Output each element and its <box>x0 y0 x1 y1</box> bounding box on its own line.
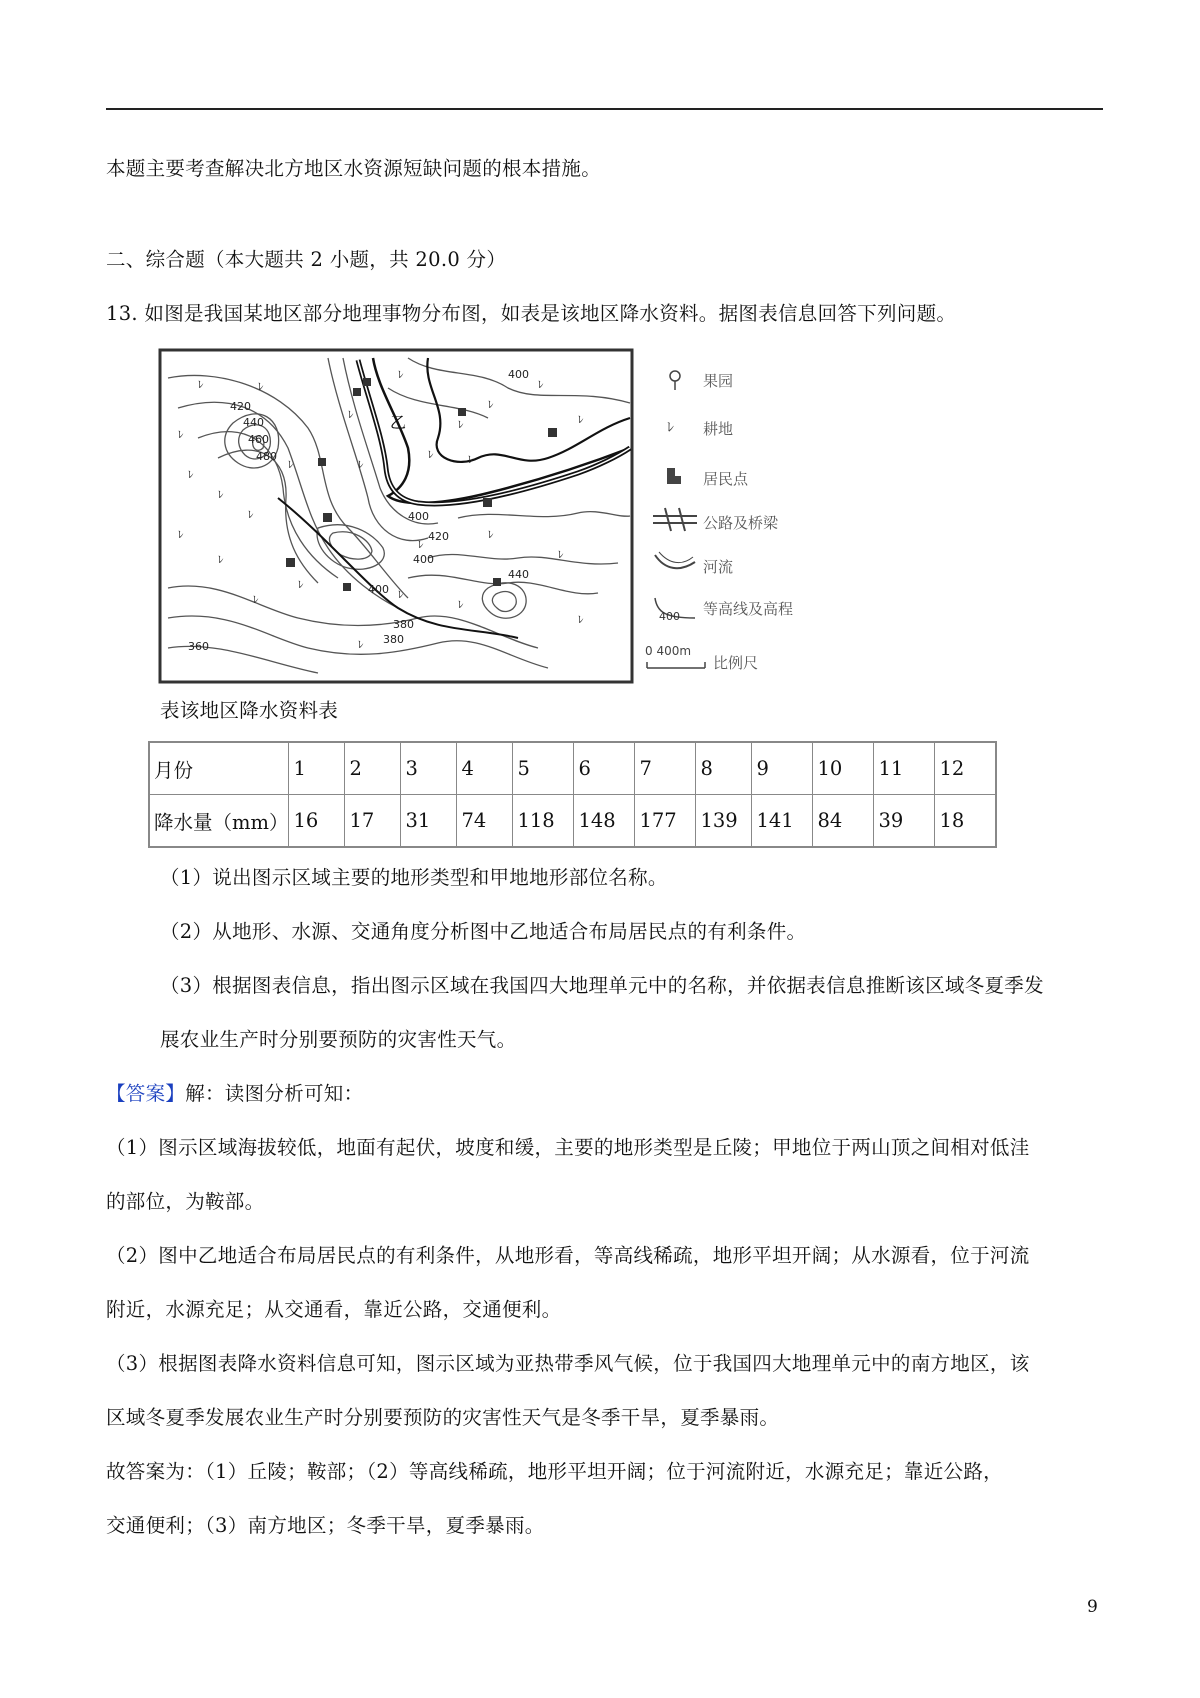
svg-text:400: 400 <box>508 368 529 381</box>
svg-text:ﾚ: ﾚ <box>538 378 544 391</box>
sub-question-3-cont: 展农业生产时分别要预防的灾害性天气。 <box>160 1028 517 1051</box>
svg-text:公路及桥梁: 公路及桥梁 <box>703 514 779 532</box>
svg-text:420: 420 <box>428 530 449 543</box>
road-bridge-icon <box>653 508 697 531</box>
svg-text:果园: 果园 <box>703 372 734 390</box>
svg-text:480: 480 <box>256 450 277 463</box>
svg-text:ﾚ: ﾚ <box>188 468 194 481</box>
table-row: 月份 1 2 3 4 5 6 7 8 9 10 11 12 <box>149 742 996 795</box>
svg-text:ﾚ: ﾚ <box>258 380 264 393</box>
section-heading: 二、综合题（本大题共 2 小题，共 20.0 分） <box>106 248 507 271</box>
svg-text:ﾚ: ﾚ <box>468 453 474 466</box>
svg-text:ﾚ: ﾚ <box>418 538 424 551</box>
svg-text:380: 380 <box>383 633 404 646</box>
svg-text:ﾚ: ﾚ <box>298 578 304 591</box>
svg-text:ﾚ: ﾚ <box>428 448 434 461</box>
answer-2: （2）图中乙地适合布局居民点的有利条件，从地形看，等高线稀疏，地形平坦开阔；从水源看，位于河流 <box>106 1244 1030 1267</box>
svg-text:ﾚ: ﾚ <box>458 418 464 431</box>
svg-text:ﾚ: ﾚ <box>578 413 584 426</box>
svg-text:ﾚ: ﾚ <box>558 548 564 561</box>
answer-1-cont: 的部位，为鞍部。 <box>106 1190 265 1213</box>
svg-text:0 400m: 0 400m <box>645 644 692 658</box>
svg-text:460: 460 <box>248 433 269 446</box>
svg-text:ﾚ: ﾚ <box>218 488 224 501</box>
svg-text:380: 380 <box>393 618 414 631</box>
svg-text:ﾚ: ﾚ <box>488 398 494 411</box>
svg-text:400: 400 <box>659 610 680 623</box>
svg-text:ﾚ: ﾚ <box>253 593 259 606</box>
answer-intro: 解：读图分析可知： <box>185 1082 364 1105</box>
svg-text:ﾚ: ﾚ <box>488 528 494 541</box>
answer-3: （3）根据图表降水资料信息可知，图示区域为亚热带季风气候，位于我国四大地理单元中的南方地区，该 <box>106 1352 1030 1375</box>
svg-text:440: 440 <box>243 416 264 429</box>
svg-text:ﾚ: ﾚ <box>398 368 404 381</box>
table-value-label: 降水量（mm） <box>149 795 289 848</box>
answer-tag: 【答案】 <box>106 1082 186 1105</box>
header-rule <box>106 108 1103 110</box>
svg-text:ﾚ: ﾚ <box>358 638 364 651</box>
svg-text:ﾚ: ﾚ <box>218 553 224 566</box>
scale-bar-icon <box>647 662 705 668</box>
precipitation-table <box>148 741 997 848</box>
sub-question-3: （3）根据图表信息，指出图示区域在我国四大地理单元中的名称，并依据表信息推断该区域冬夏季发 <box>160 974 1044 997</box>
answer-2-cont: 附近，水源充足；从交通看，靠近公路，交通便利。 <box>106 1298 562 1321</box>
svg-text:400: 400 <box>413 553 434 566</box>
intro-line: 本题主要考查解决北方地区水资源短缺问题的根本措施。 <box>106 157 602 180</box>
svg-text:ﾚ: ﾚ <box>288 458 294 471</box>
final-answer: 故答案为：（1）丘陵；鞍部；（2）等高线稀疏，地形平坦开阔；位于河流附近，水源充足；靠近公路， <box>106 1460 1003 1483</box>
answer-1: （1）图示区域海拔较低，地面有起伏，坡度和缓，主要的地形类型是丘陵；甲地位于两山顶之间相对低洼 <box>106 1136 1030 1159</box>
sub-question-2: （2）从地形、水源、交通角度分析图中乙地适合布局居民点的有利条件。 <box>160 920 807 943</box>
svg-text:比例尺: 比例尺 <box>713 654 759 672</box>
table-header-label: 月份 <box>149 742 289 795</box>
table-caption: 表该地区降水资料表 <box>160 699 339 722</box>
orchard-icon <box>670 371 680 381</box>
svg-text:ﾚ: ﾚ <box>248 508 254 521</box>
svg-text:河流: 河流 <box>703 558 734 576</box>
sub-question-1: （1）说出图示区域主要的地形类型和甲地地形部位名称。 <box>160 866 668 889</box>
svg-text:400: 400 <box>408 510 429 523</box>
answer-3-cont: 区域冬夏季发展农业生产时分别要预防的灾害性天气是冬季干旱，夏季暴雨。 <box>106 1406 780 1429</box>
svg-text:居民点: 居民点 <box>703 470 749 488</box>
svg-text:440: 440 <box>508 568 529 581</box>
question-13: 13. 如图是我国某地区部分地理事物分布图，如表是该地区降水资料。据图表信息回答下列问题。 <box>106 302 957 325</box>
svg-text:ﾚ: ﾚ <box>348 408 354 421</box>
svg-text:ﾚ: ﾚ <box>398 588 404 601</box>
page-number: 9 <box>1087 1597 1098 1617</box>
svg-text:420: 420 <box>230 400 251 413</box>
svg-text:ﾚ: ﾚ <box>178 528 184 541</box>
topographic-map <box>158 348 634 684</box>
final-answer-cont: 交通便利；（3）南方地区；冬季干旱，夏季暴雨。 <box>106 1514 545 1537</box>
table-row: 降水量（mm） 16 17 31 74 118 148 177 139 141 84 39 18 <box>149 795 996 848</box>
svg-text:ﾚ: ﾚ <box>198 378 204 391</box>
settlement-icon <box>667 468 681 484</box>
place-yi: 乙 <box>390 413 407 432</box>
svg-text:400: 400 <box>368 583 389 596</box>
cropland-icon: ﾚ <box>667 420 674 436</box>
svg-text:360: 360 <box>188 640 209 653</box>
svg-text:ﾚ: ﾚ <box>358 458 364 471</box>
river-icon <box>655 555 695 568</box>
svg-text:ﾚ: ﾚ <box>578 613 584 626</box>
svg-text:ﾚ: ﾚ <box>458 598 464 611</box>
map-legend <box>645 350 875 680</box>
svg-text:耕地: 耕地 <box>703 420 734 438</box>
answer-line <box>106 1080 363 1108</box>
svg-text:等高线及高程: 等高线及高程 <box>703 600 794 618</box>
svg-text:ﾚ: ﾚ <box>178 428 184 441</box>
